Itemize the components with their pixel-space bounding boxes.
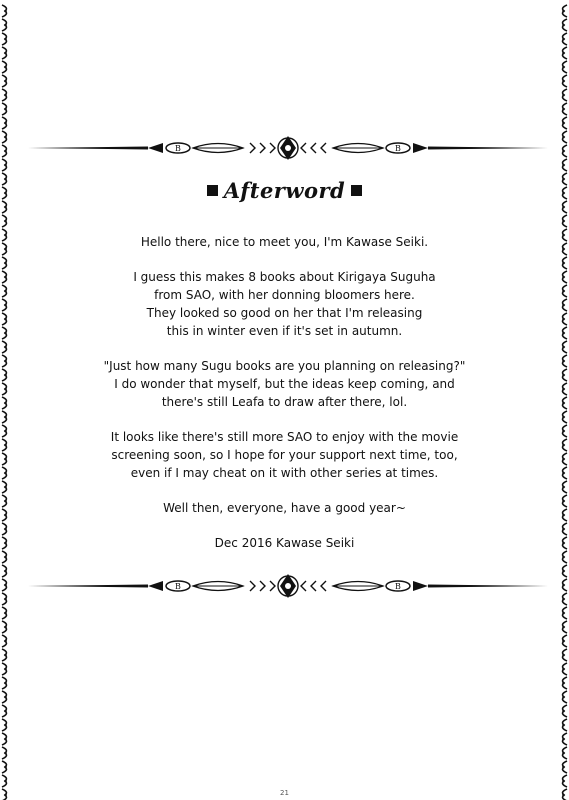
svg-text:B: B bbox=[175, 144, 181, 153]
paragraph bbox=[60, 428, 509, 482]
border-dot bbox=[4, 752, 7, 755]
border-dot bbox=[4, 318, 7, 321]
border-dot bbox=[562, 220, 565, 223]
border-dot bbox=[562, 388, 565, 391]
border-dot bbox=[562, 416, 565, 419]
paragraph bbox=[60, 499, 509, 517]
border-dot bbox=[4, 332, 7, 335]
bottom-ornament bbox=[28, 569, 548, 603]
paragraph bbox=[60, 357, 509, 411]
text-line: this in winter even if it's set in autumn. bbox=[166, 324, 403, 338]
border-dot bbox=[562, 402, 565, 405]
border-dot bbox=[4, 542, 7, 545]
border-dot bbox=[4, 290, 7, 293]
border-dot bbox=[4, 640, 7, 643]
text-line: I do wonder that myself, but the ideas keep coming, and bbox=[114, 377, 455, 391]
text-line: even if I may cheat on it with other series at times. bbox=[130, 466, 439, 480]
border-dot bbox=[4, 388, 7, 391]
border-dot bbox=[4, 710, 7, 713]
border-dot bbox=[562, 276, 565, 279]
border-dot bbox=[562, 346, 565, 349]
svg-text:B: B bbox=[395, 144, 401, 153]
paragraph bbox=[60, 233, 509, 251]
border-dot bbox=[562, 360, 565, 363]
text-line: there's still Leafa to draw after there, lol. bbox=[161, 395, 408, 409]
text-line: I guess this makes 8 books about Kirigaya Suguha bbox=[133, 270, 436, 284]
border-dot bbox=[4, 724, 7, 727]
title-text: Afterword bbox=[223, 178, 346, 203]
border-dot bbox=[562, 626, 565, 629]
border-dot bbox=[562, 52, 565, 55]
border-dot bbox=[562, 584, 565, 587]
border-dot bbox=[562, 514, 565, 517]
border-dot bbox=[4, 668, 7, 671]
border-dot bbox=[4, 402, 7, 405]
border-dot bbox=[562, 598, 565, 601]
border-dot bbox=[4, 430, 7, 433]
square-bullet-icon bbox=[351, 185, 362, 196]
border-dot bbox=[4, 80, 7, 83]
border-dot bbox=[4, 584, 7, 587]
afterword-body bbox=[60, 233, 509, 569]
border-dot bbox=[4, 570, 7, 573]
border-dot bbox=[4, 500, 7, 503]
border-dot bbox=[4, 94, 7, 97]
border-dot bbox=[562, 668, 565, 671]
border-dot bbox=[4, 556, 7, 559]
text-line: Dec 2016 Kawase Seiki bbox=[214, 536, 355, 550]
border-dot bbox=[4, 360, 7, 363]
border-dot bbox=[4, 346, 7, 349]
border-dot bbox=[4, 52, 7, 55]
page-title bbox=[0, 178, 569, 203]
border-dot bbox=[4, 780, 7, 783]
border-dot bbox=[562, 318, 565, 321]
text-line: from SAO, with her donning bloomers here. bbox=[154, 288, 415, 302]
border-dot bbox=[4, 696, 7, 699]
border-dot bbox=[562, 108, 565, 111]
signature-line bbox=[60, 534, 509, 552]
border-dot bbox=[562, 444, 565, 447]
border-dot bbox=[562, 66, 565, 69]
border-dot bbox=[4, 598, 7, 601]
square-bullet-icon bbox=[207, 185, 218, 196]
border-dot bbox=[562, 430, 565, 433]
border-dot bbox=[562, 80, 565, 83]
border-dot bbox=[562, 528, 565, 531]
border-dot bbox=[562, 472, 565, 475]
border-dot bbox=[562, 682, 565, 685]
border-dot bbox=[562, 500, 565, 503]
border-dot bbox=[562, 122, 565, 125]
border-dot bbox=[562, 780, 565, 783]
text-line: Hello there, nice to meet you, I'm Kawase Seiki. bbox=[140, 235, 429, 249]
border-dot bbox=[562, 206, 565, 209]
svg-text:B: B bbox=[175, 582, 181, 591]
border-dot bbox=[562, 738, 565, 741]
text-line: Well then, everyone, have a good year~ bbox=[163, 501, 406, 515]
border-dot bbox=[4, 220, 7, 223]
border-dot bbox=[4, 654, 7, 657]
text-line: "Just how many Sugu books are you planning on releasing?" bbox=[103, 359, 466, 373]
border-dot bbox=[562, 262, 565, 265]
border-dot bbox=[4, 24, 7, 27]
border-dot bbox=[4, 262, 7, 265]
text-line: They looked so good on her that I'm releasing bbox=[146, 306, 423, 320]
border-dot bbox=[4, 416, 7, 419]
border-dot bbox=[4, 514, 7, 517]
border-dot bbox=[4, 136, 7, 139]
border-dot bbox=[562, 612, 565, 615]
border-dot bbox=[562, 654, 565, 657]
border-dot bbox=[562, 150, 565, 153]
border-dot bbox=[562, 752, 565, 755]
border-dot bbox=[562, 486, 565, 489]
border-dot bbox=[562, 38, 565, 41]
border-dot bbox=[562, 640, 565, 643]
border-dot bbox=[562, 556, 565, 559]
border-dot bbox=[4, 374, 7, 377]
border-dot bbox=[562, 94, 565, 97]
border-dot bbox=[4, 458, 7, 461]
border-dot bbox=[4, 766, 7, 769]
border-dot bbox=[4, 626, 7, 629]
border-dot bbox=[562, 234, 565, 237]
border-dot bbox=[562, 136, 565, 139]
border-dot bbox=[562, 458, 565, 461]
border-dot bbox=[4, 276, 7, 279]
border-dot bbox=[562, 374, 565, 377]
border-dot bbox=[562, 290, 565, 293]
border-dot bbox=[4, 38, 7, 41]
border-dot bbox=[4, 682, 7, 685]
border-dot bbox=[4, 304, 7, 307]
border-dot bbox=[4, 234, 7, 237]
svg-text:B: B bbox=[395, 582, 401, 591]
border-dot bbox=[4, 10, 7, 13]
border-dot bbox=[4, 486, 7, 489]
border-dot bbox=[562, 710, 565, 713]
border-dot bbox=[4, 444, 7, 447]
border-dot bbox=[562, 724, 565, 727]
border-dot bbox=[4, 738, 7, 741]
border-dot bbox=[4, 108, 7, 111]
border-dot bbox=[562, 766, 565, 769]
border-dot bbox=[562, 304, 565, 307]
border-dot bbox=[4, 164, 7, 167]
border-dot bbox=[562, 332, 565, 335]
border-dot bbox=[4, 612, 7, 615]
border-dot bbox=[562, 542, 565, 545]
border-dot bbox=[562, 248, 565, 251]
border-dot bbox=[562, 24, 565, 27]
border-dot bbox=[562, 164, 565, 167]
text-line: It looks like there's still more SAO to enjoy with the movie bbox=[110, 430, 459, 444]
border-dot bbox=[562, 696, 565, 699]
border-dot bbox=[4, 150, 7, 153]
border-dot bbox=[562, 10, 565, 13]
border-dot bbox=[4, 206, 7, 209]
border-dot bbox=[562, 570, 565, 573]
border-dot bbox=[4, 472, 7, 475]
top-ornament bbox=[28, 131, 548, 165]
border-dot bbox=[4, 122, 7, 125]
border-dot bbox=[4, 66, 7, 69]
border-dot bbox=[4, 528, 7, 531]
text-line: screening soon, so I hope for your support next time, too, bbox=[111, 448, 458, 462]
border-dot bbox=[4, 248, 7, 251]
page-number: 21 bbox=[280, 789, 289, 797]
paragraph bbox=[60, 268, 509, 340]
